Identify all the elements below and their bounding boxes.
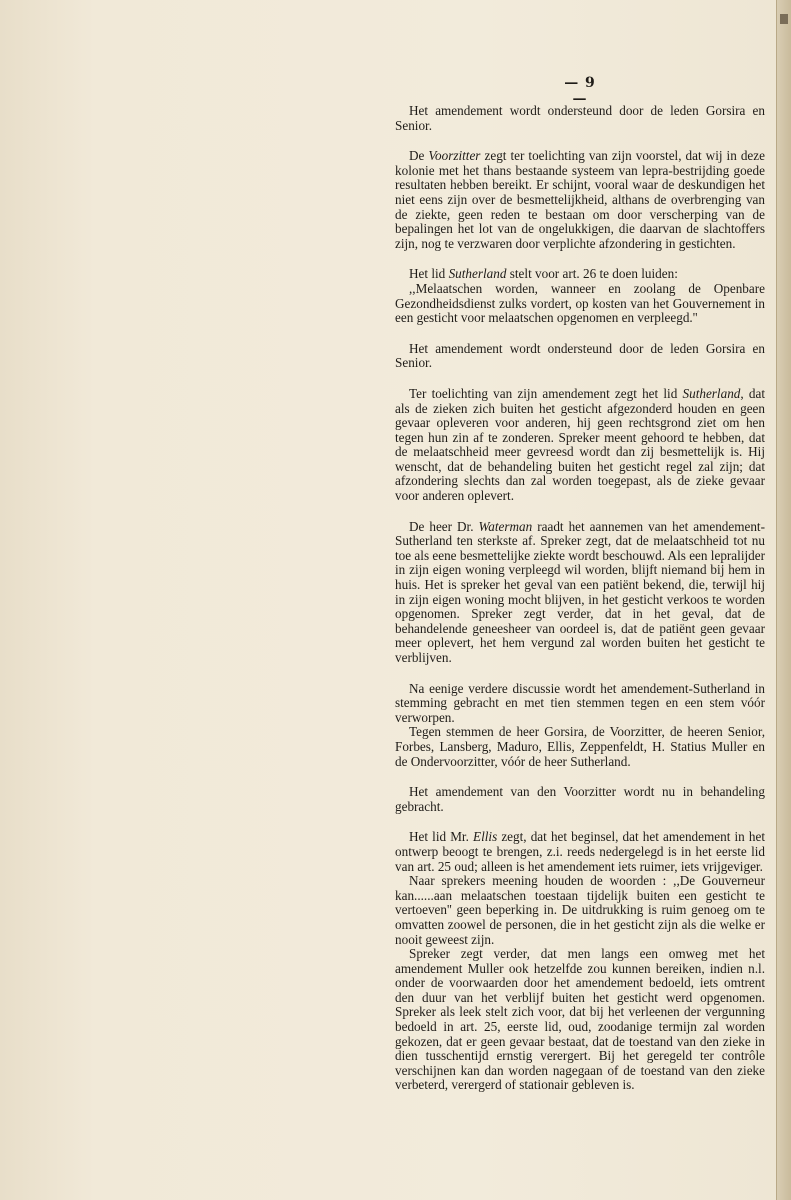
speaker-name: Sutherland [682,385,741,401]
speaker-name: Waterman [478,518,533,534]
speaker-name: Voorzitter [428,148,481,164]
paragraph: Het amendement wordt ondersteund door de leden Gorsira en Senior. [395,103,765,133]
binding-edge [776,0,791,1200]
page-tab-marker [780,14,788,24]
quoted-article: ,,Melaatschen worden, wanneer en zoolang de Openbare Gezondheidsdienst zulks vordert, op kosten van het Gouvernement in een gesticht voor melaatschen opgenomen en verpleegd.'' [395,280,765,326]
paragraph: Na eenige verdere discussie wordt het amendement-Sutherland in stemming gebracht en met tien stemmen tegen en een stem vóór verworpen. [395,680,765,725]
speaker-name: Ellis [473,829,498,845]
paragraph: De heer Dr. Waterman raadt het aannemen van het amendement-Sutherland ten sterkste af. Spreker zegt, dat de melaatschheid tot nu toe als eene besmettelijke ziekte wordt beschouwd. Als een lepralijder in zijn eigen woning verpleegd wil worden, blijft niemand bij hem in huis. Het is spreker het geval van een patiënt bekend, die, terwijl hij in zijn eigen woning mocht blijven, in het gesticht verkoos te worden opgenomen. Spreker zegt verder, dat in het geval, dat de behandelende geneesheer van oordeel is, dat de patiënt geen gevaar meer oplevert, het hem vergund zal worden buiten het gesticht te verblijven. [395,518,765,665]
speaker-name: Sutherland [448,266,507,282]
paragraph: Ter toelichting van zijn amendement zegt het lid Sutherland, dat als de zieken zich buiten het gesticht afgezonderd houden en geen gevaar opleveren voor anderen, hij geen rechtsgrond ziet om hen tegen hun zin af te zonderen. Spreker meent gehoord te hebben, dat de melaatschheid meer gevreesd wordt dan zij besmettelijk is. Hij wenscht, dat de behandeling buiten het gesticht regel zal zijn; dat afzondering slechts dan zal worden toegepast, als de zieke gevaar voor anderen oplevert. [395,385,765,504]
page-number: — 9 — [564,75,596,107]
paragraph: Het lid Sutherland stelt voor art. 26 te doen luiden: [409,266,678,282]
paragraph: Naar sprekers meening houden de woorden : ,,De Gouverneur kan......aan melaatschen toestaan tijdelijk buiten een gesticht te vertoeven'' geen beperking in. De uitdrukking is ruim genoeg om te omvatten zoowel de personen, die in het gesticht zijn als die welke er nooit geweest zijn. [395,873,765,947]
body-text [395,104,765,1093]
paragraph: Het lid Mr. Ellis zegt, dat het beginsel, dat het amendement in het ontwerp beoogt te brengen, z.i. reeds nedergelegd is in het eerste lid van art. 25 oud; alleen is het amendement iets ruimer, iets vrijgeviger. [395,829,765,874]
paragraph: Tegen stemmen de heer Gorsira, de Voorzitter, de heeren Senior, Forbes, Lansberg, Maduro, Ellis, Zeppenfeldt, H. Statius Muller en de Ondervoorzitter, vóór de heer Sutherland. [395,724,765,769]
paragraph: De Voorzitter zegt ter toelichting van zijn voorstel, dat wij in deze kolonie met het thans bestaande systeem van lepra-bestrijding goede resultaten hebben bereikt. Er schijnt, vooral waar de deskundigen het niet eens zijn over de besmettelijkheid, althans de overbrenging van de ziekte, geen reden te bestaan om door verscherping van de bepalingen het lot van de ongelukkigen, die daarvan de slachtoffers zijn, nog te verzwaren door verplichte afzondering in gestichten. [395,148,765,251]
paragraph: Het amendement wordt ondersteund door de leden Gorsira en Senior. [395,340,765,371]
paragraph: Het amendement van den Voorzitter wordt nu in behandeling gebracht. [395,784,765,814]
paragraph: Spreker zegt verder, dat men langs een omweg met het amendement Muller ook hetzelfde zou kunnen bereiken, indien n.l. onder de voorwaarden door het amendement bedoeld, iets omtrent den duur van het verblijf buiten het gesticht werd opgenomen. Spreker als leek stelt zich voor, dat bij het verleenen der vergunning bedoeld in art. 25, eerste lid, oud, zoodanige termijn zal worden gekozen, dat er geen gevaar bestaat, dat de toestand van den zieke in dien tusschentijd ernstig verergert. Bij het geregeld ter contrôle verschijnen kan dan worden nagegaan of de toestand van den zieke verbeterd, verergerd of stationair gebleven is. [395,946,765,1093]
